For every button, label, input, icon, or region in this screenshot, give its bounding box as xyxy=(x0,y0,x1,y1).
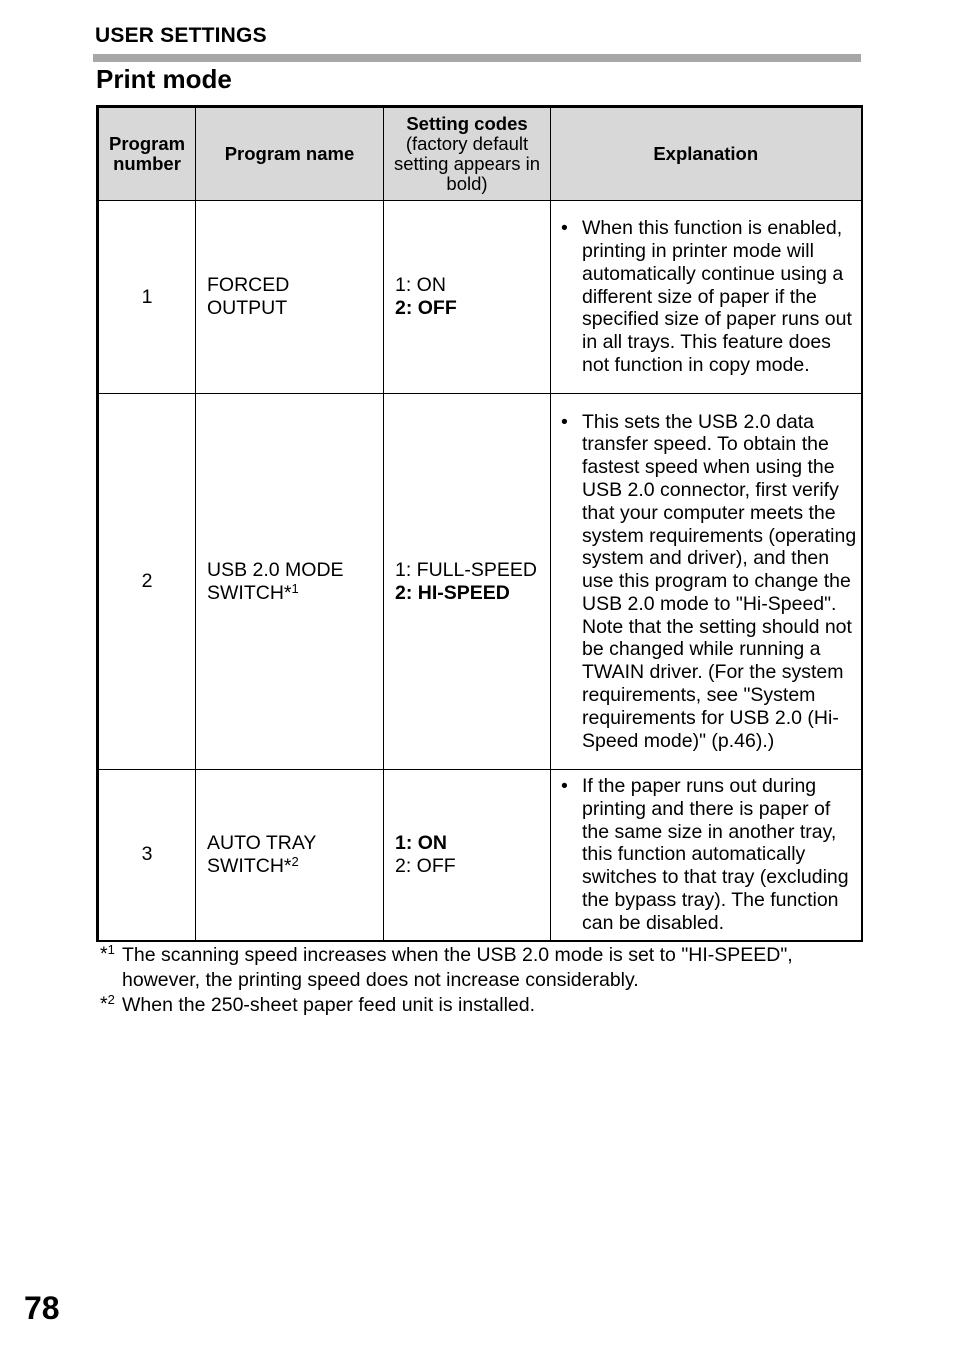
footnote-marker: *$^1$ xyxy=(100,942,115,965)
col-header-explanation: Explanation xyxy=(551,107,862,201)
explanation-text: When this function is enabled, printing in printer mode will automatically continue using a different size of paper if the specified size of paper runs out in all trays. This feature does not function in copy mode. xyxy=(582,217,852,376)
bullet-marker: • xyxy=(561,410,568,433)
header-row xyxy=(98,107,862,201)
explanation-cell xyxy=(551,394,862,770)
setting-code-2-default: 2: OFF xyxy=(395,297,457,319)
bullet-marker: • xyxy=(561,217,568,240)
explanation-text: This sets the USB 2.0 data transfer speed. To obtain the fastest speed when using the USB 2.0 connector, first verify that your computer meets the system requirements (operating system and driver), and then use this program to change the USB 2.0 mode to "Hi-Speed". Note that the setting should not be changed while running a TWAIN driver. (For the system requirements, see "System requirements for USB 2.0 (Hi-Speed mode)" (p.46).) xyxy=(582,410,857,752)
program-number: 1 xyxy=(98,201,196,394)
footnote-text: When the 250-sheet paper feed unit is installed. xyxy=(122,994,536,1016)
table-row xyxy=(98,201,862,394)
section-label: USER SETTINGS xyxy=(95,24,267,47)
explanation-text: If the paper runs out during printing and there is paper of the same size in another tray, this function automatically switches to that tray (excluding the bypass tray). The function can be disabled. xyxy=(582,775,849,934)
page-title: Print mode xyxy=(96,64,232,94)
setting-codes-note: (factory default setting appears in bold) xyxy=(393,133,541,194)
setting-code-2: 2: OFF xyxy=(395,854,456,877)
program-name-text: USB 2.0 MODE SWITCH* xyxy=(207,558,344,604)
table-row xyxy=(98,394,862,770)
bullet-marker: • xyxy=(561,775,568,797)
footnote-ref: 2 xyxy=(291,853,299,869)
program-name xyxy=(196,394,384,770)
footnote xyxy=(100,943,860,993)
setting-codes xyxy=(384,770,551,941)
footnote xyxy=(100,993,860,1018)
program-name xyxy=(196,201,384,394)
page-number: 78 xyxy=(24,1290,60,1326)
col-header-program-name: Program name xyxy=(196,107,384,201)
col-header-setting-codes xyxy=(384,107,551,201)
explanation-cell xyxy=(551,201,862,394)
program-name-text: FORCED OUTPUT xyxy=(207,274,290,319)
program-name-text: AUTO TRAY SWITCH* xyxy=(207,831,317,877)
program-name xyxy=(196,770,384,941)
header-rule xyxy=(93,54,861,62)
settings-table xyxy=(96,105,863,942)
program-number: 2 xyxy=(98,394,196,770)
setting-codes xyxy=(384,394,551,770)
table-row xyxy=(98,770,862,941)
explanation-cell xyxy=(551,770,862,941)
setting-code-1: 1: FULL-SPEED xyxy=(395,558,537,581)
setting-code-2-default: 2: HI-SPEED xyxy=(395,581,510,604)
footnote-ref: 1 xyxy=(291,580,299,596)
setting-code-1: 1: ON xyxy=(395,274,446,297)
setting-code-1-default: 1: ON xyxy=(395,831,448,854)
setting-codes-title: Setting codes xyxy=(406,113,528,134)
footnote-text: The scanning speed increases when the USB 2.0 mode is set to "HI-SPEED", however, the printing speed does not increase considerably. xyxy=(122,944,793,991)
table-header xyxy=(98,107,862,201)
setting-codes xyxy=(384,201,551,394)
program-number: 3 xyxy=(98,770,196,941)
footnote-marker: *$^2$ xyxy=(100,992,115,1015)
footnotes xyxy=(100,943,860,1018)
col-header-program-number: Program number xyxy=(98,107,196,201)
